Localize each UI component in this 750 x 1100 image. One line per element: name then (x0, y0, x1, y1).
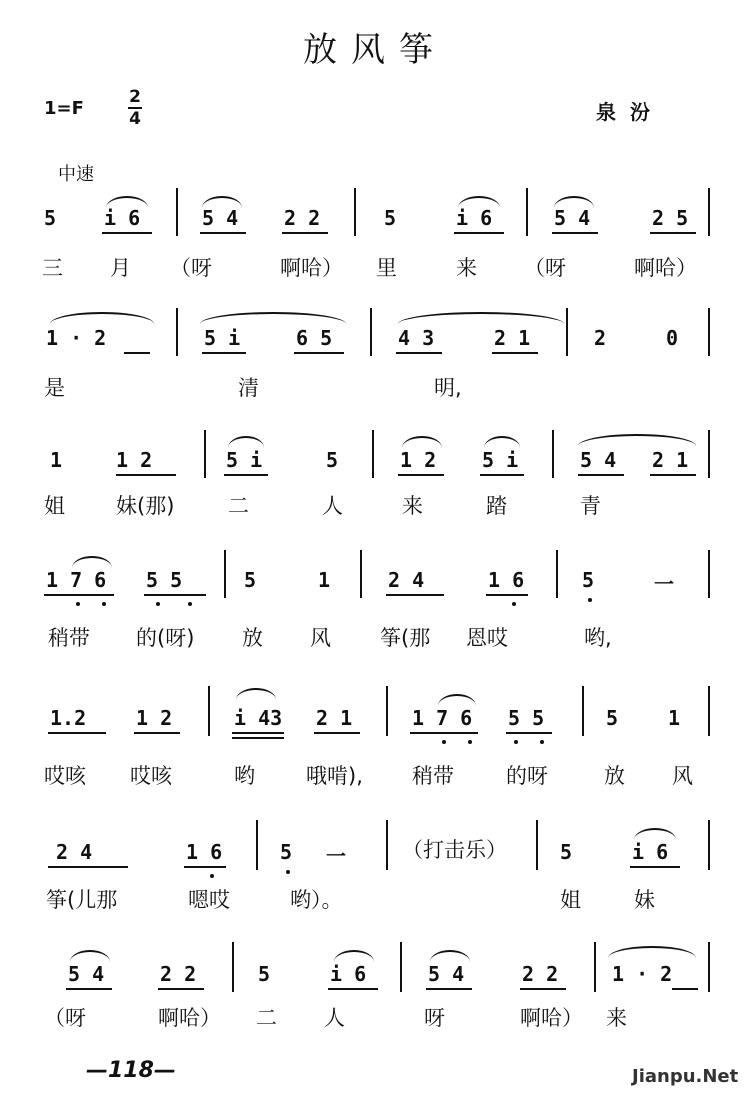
beam (232, 737, 284, 739)
beam (630, 866, 680, 868)
note: 5 4 (202, 206, 239, 230)
lyric: 哦啃), (306, 764, 363, 788)
barline (536, 820, 538, 870)
lyric: 人 (324, 1006, 345, 1030)
beam (506, 732, 552, 734)
octave-dot (588, 598, 592, 602)
composer: 泉汾 (596, 100, 664, 124)
note: 一 (326, 844, 346, 868)
lyric: 踏 (486, 494, 507, 518)
lyric: 稍带 (412, 764, 454, 788)
barline (386, 820, 388, 870)
beam (398, 474, 444, 476)
note: 1 · 2 (612, 962, 673, 986)
slur (634, 828, 676, 840)
note: 5 4 (580, 448, 617, 472)
lyric: 呀 (424, 1006, 445, 1030)
octave-dot (540, 740, 544, 744)
percussion-marking: （打击乐） (402, 838, 507, 862)
beam (282, 232, 328, 234)
lyric: 啊哈） (280, 256, 343, 280)
note: 2 4 (56, 840, 93, 864)
beam (48, 732, 106, 734)
note: 5 (326, 448, 339, 472)
beam (454, 232, 504, 234)
lyric: 哎咳 (44, 764, 86, 788)
lyric: 青 (580, 494, 601, 518)
slur (438, 694, 476, 706)
lyric: 嗯哎 (188, 888, 230, 912)
note: 1 7 6 (46, 568, 107, 592)
note: 5 (606, 706, 619, 730)
beam (314, 732, 360, 734)
beam (486, 594, 528, 596)
beam (294, 352, 344, 354)
note: i 6 (456, 206, 493, 230)
barline (708, 942, 710, 992)
note: 1 6 (186, 840, 223, 864)
note: 2 5 (652, 206, 689, 230)
note: 2 1 (652, 448, 689, 472)
slur (608, 946, 696, 958)
lyric: 稍带 (48, 626, 90, 650)
barline (224, 550, 226, 598)
barline (204, 430, 206, 478)
lyric: 二 (256, 1006, 277, 1030)
beam (232, 732, 284, 734)
note: 5 4 (428, 962, 465, 986)
beam (134, 732, 180, 734)
slur (200, 312, 346, 324)
octave-dot (468, 740, 472, 744)
slur (578, 434, 696, 446)
beam (410, 732, 478, 734)
lyric: 姐 (44, 494, 65, 518)
note: 2 1 (316, 706, 353, 730)
note: 5 5 (508, 706, 545, 730)
lyric: 姐 (560, 888, 581, 912)
note: 1 2 (400, 448, 437, 472)
note: 2 2 (522, 962, 559, 986)
lyric: 的(呀) (136, 626, 195, 650)
note: 5 (560, 840, 573, 864)
meter-top: 2 (129, 87, 141, 107)
note: 5 i (204, 326, 241, 350)
beam (66, 988, 112, 990)
barline (566, 308, 568, 356)
octave-dot (442, 740, 446, 744)
note: 5 i (226, 448, 263, 472)
beam (328, 988, 378, 990)
note: i 6 (330, 962, 367, 986)
lyric: 啊哈） (158, 1006, 221, 1030)
beam (184, 866, 226, 868)
lyric: 风 (672, 764, 693, 788)
slur (334, 950, 374, 962)
note: 0 (666, 326, 679, 350)
slur (484, 436, 520, 448)
slur (430, 950, 470, 962)
beam (44, 594, 114, 596)
time-signature (128, 88, 142, 128)
note: 5 (244, 568, 257, 592)
note: i 6 (632, 840, 669, 864)
barline (708, 550, 710, 598)
beam (520, 988, 566, 990)
octave-dot (76, 602, 80, 606)
lyric: 恩哎 (466, 626, 508, 650)
lyric: 月 (110, 256, 131, 280)
octave-dot (188, 602, 192, 606)
note: 1 (668, 706, 681, 730)
lyric: 放 (604, 764, 625, 788)
note: 5 4 (68, 962, 105, 986)
beam (144, 594, 206, 596)
beam (102, 232, 152, 234)
note: 5 5 (146, 568, 183, 592)
beam (552, 232, 598, 234)
lyric: 二 (228, 494, 249, 518)
lyric: （呀 (44, 1006, 86, 1030)
lyric: 人 (322, 494, 343, 518)
lyric: 三 (42, 256, 63, 280)
barline (708, 820, 710, 870)
note: 5 4 (554, 206, 591, 230)
watermark: Jianpu.Net (632, 1066, 739, 1087)
tempo-marking: 中速 (58, 164, 94, 185)
barline (552, 430, 554, 478)
barline (256, 820, 258, 870)
note: 1 · 2 (46, 326, 107, 350)
lyric: 筝(儿那 (46, 888, 118, 912)
slur (70, 950, 110, 962)
beam (396, 352, 442, 354)
lyric: 哟）。 (290, 888, 343, 912)
beam (386, 594, 444, 596)
octave-dot (286, 870, 290, 874)
page-title: 放风筝 (303, 30, 447, 70)
barline (400, 942, 402, 992)
octave-dot (156, 602, 160, 606)
note: 1 (50, 448, 63, 472)
beam (124, 352, 150, 354)
lyric: 筝(那 (380, 626, 431, 650)
note: 2 2 (160, 962, 197, 986)
slur (106, 196, 148, 208)
meter-bottom: 4 (129, 109, 141, 129)
barline (708, 430, 710, 478)
beam (116, 474, 176, 476)
slur (50, 312, 154, 324)
note: 1 2 (136, 706, 173, 730)
lyric: 里 (376, 256, 397, 280)
key-signature: 1=F (44, 98, 84, 119)
beam (202, 352, 246, 354)
beam (672, 988, 698, 990)
beam (480, 474, 524, 476)
beam (650, 232, 696, 234)
slur (402, 436, 442, 448)
beam (578, 474, 624, 476)
slur (72, 556, 112, 568)
lyric: 明, (434, 376, 462, 400)
barline (594, 942, 596, 992)
barline (176, 188, 178, 236)
slur (202, 196, 242, 208)
barline (232, 942, 234, 992)
note: 1 2 (116, 448, 153, 472)
beam (224, 474, 268, 476)
note: 1 (318, 568, 331, 592)
barline (708, 188, 710, 236)
note: 1 7 6 (412, 706, 473, 730)
page-number: —118— (86, 1058, 176, 1083)
lyric: （呀 (524, 256, 566, 280)
barline (708, 308, 710, 356)
barline (360, 550, 362, 598)
beam (200, 232, 246, 234)
lyric: 啊哈） (634, 256, 697, 280)
lyric: 清 (238, 376, 259, 400)
lyric: 哎咳 (130, 764, 172, 788)
barline (582, 686, 584, 736)
note: 2 1 (494, 326, 531, 350)
beam (158, 988, 204, 990)
note: 4 3 (398, 326, 435, 350)
lyric: 来 (606, 1006, 627, 1030)
lyric: 来 (456, 256, 477, 280)
note: 一 (654, 572, 674, 596)
lyric: 哟 (234, 764, 255, 788)
note: 2 2 (284, 206, 321, 230)
note: 1.2 (50, 706, 87, 730)
barline (354, 188, 356, 236)
note: 2 (594, 326, 607, 350)
octave-dot (512, 602, 516, 606)
slur (398, 312, 564, 324)
slur (458, 196, 500, 208)
note: 5 (384, 206, 397, 230)
beam (48, 866, 128, 868)
slur (554, 196, 594, 208)
note: 5 (280, 840, 293, 864)
note: 5 (582, 568, 595, 592)
slur (228, 436, 264, 448)
note: 5 i (482, 448, 519, 472)
barline (526, 188, 528, 236)
lyric: 的呀 (506, 764, 548, 788)
barline (370, 308, 372, 356)
lyric: 风 (310, 626, 331, 650)
note: i 6 (104, 206, 141, 230)
lyric: 妹(那) (116, 494, 175, 518)
slur (236, 688, 276, 700)
barline (708, 686, 710, 736)
barline (372, 430, 374, 478)
note: 5 (258, 962, 271, 986)
lyric: 妹 (634, 888, 655, 912)
lyric: 来 (402, 494, 423, 518)
lyric: 啊哈） (520, 1006, 583, 1030)
note: 2 4 (388, 568, 425, 592)
lyric: 是 (44, 376, 65, 400)
octave-dot (102, 602, 106, 606)
beam (426, 988, 472, 990)
note: i 43 (234, 706, 283, 730)
barline (556, 550, 558, 598)
octave-dot (210, 874, 214, 878)
beam (650, 474, 696, 476)
lyric: （呀 (170, 256, 212, 280)
barline (176, 308, 178, 356)
note: 6 5 (296, 326, 333, 350)
beam (492, 352, 538, 354)
note: 5 (44, 206, 57, 230)
note: 1 6 (488, 568, 525, 592)
lyric: 哟, (584, 626, 612, 650)
octave-dot (514, 740, 518, 744)
barline (208, 686, 210, 736)
lyric: 放 (242, 626, 263, 650)
barline (386, 686, 388, 736)
